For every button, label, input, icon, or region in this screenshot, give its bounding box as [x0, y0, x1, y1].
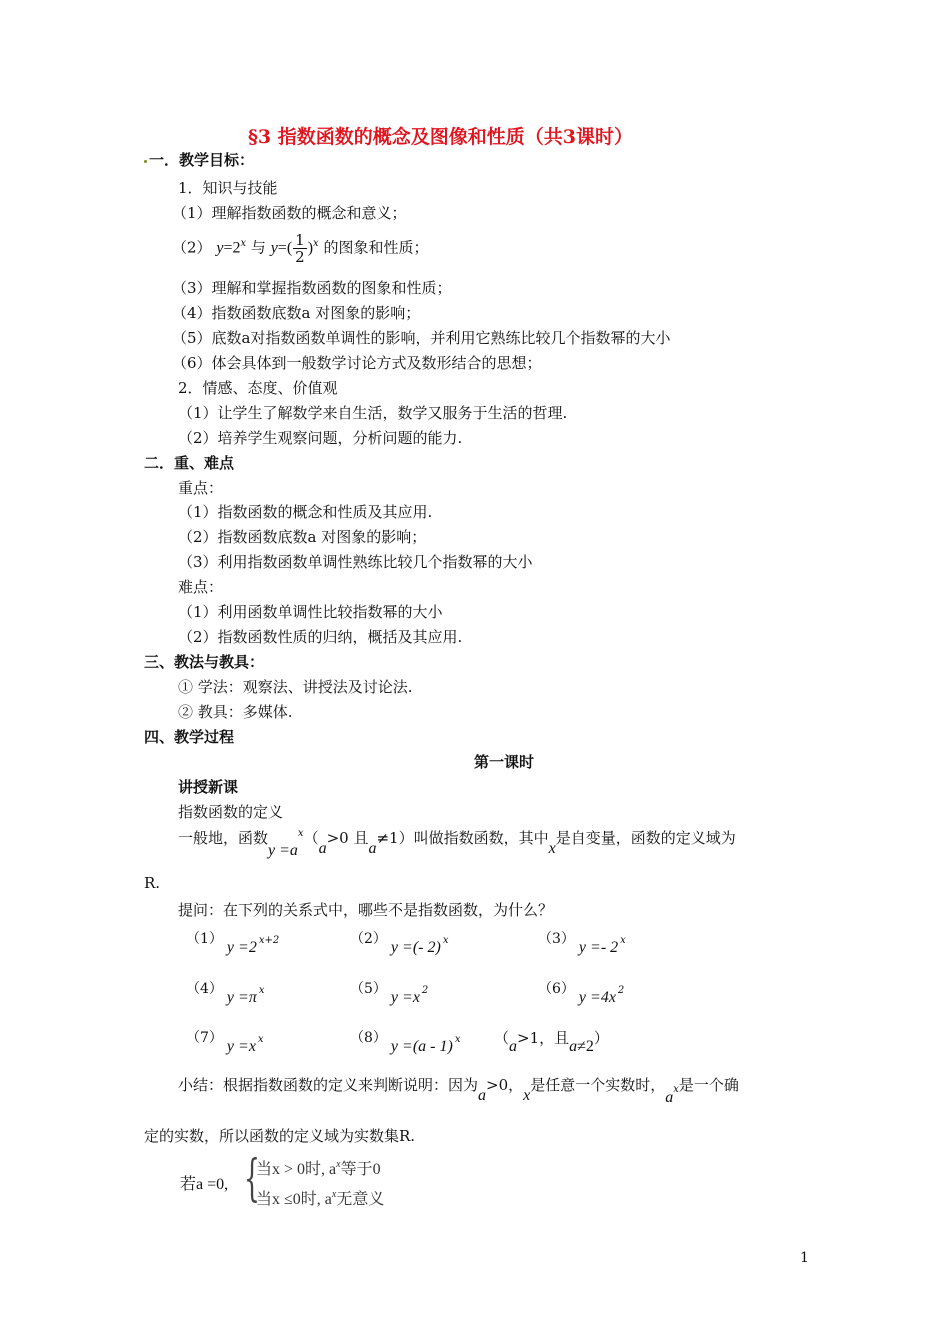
condition-note: （a>1，且a≠2）: [494, 1029, 609, 1055]
subsection-emotion-values: 2．情感、态度、价值观: [178, 379, 338, 397]
example-number: （7）: [186, 1030, 223, 1046]
function-example-5: [350, 978, 429, 1006]
objective-4: （4）指数函数底数a 对图象的影响；: [172, 304, 421, 322]
objective-5: （5）底数a对指数函数单调性的影响，并利用它熟练比较几个指数幂的大小: [172, 329, 671, 347]
example-number: （2）: [350, 931, 387, 947]
example-exponent: 2: [617, 985, 625, 996]
example-formula: y =4x: [578, 989, 616, 1006]
function-example-8: [350, 1027, 461, 1055]
example-formula: y =(a - 1): [390, 1038, 453, 1055]
method-2: ② 教具：多媒体.: [178, 703, 293, 721]
objective-1: （1）理解指数函数的概念和意义；: [172, 204, 407, 222]
fraction-one-half: $\frac{1}{2}$: [295, 231, 305, 266]
key-point-2: （2）指数函数底数a 对图象的影响；: [178, 528, 427, 546]
example-exponent: 2: [421, 985, 429, 996]
new-lesson-heading: 讲授新课: [178, 778, 239, 796]
function-example-3: [538, 928, 626, 956]
example-exponent: x: [454, 1034, 461, 1045]
piecewise-case-2: 当x ≤0时, $a^x$无意义: [256, 1189, 385, 1208]
function-example-4: [186, 978, 265, 1006]
key-points-label: 重点：: [178, 479, 224, 497]
example-exponent: x: [257, 1034, 264, 1045]
piecewise-lead: 若a =0,: [180, 1176, 229, 1193]
example-exponent: x+2: [258, 935, 280, 946]
example-exponent: x: [442, 935, 449, 946]
piecewise-case-1: 当x > 0时, $a^x$等于0: [256, 1159, 381, 1178]
page-number: 1: [800, 1250, 809, 1266]
summary-line-2: 定的实数，所以函数的定义域为实数集R.: [144, 1127, 416, 1145]
example-exponent: x: [258, 985, 265, 996]
objective-6: （6）体会具体到一般数学讨论方式及数形结合的思想；: [172, 354, 542, 372]
bullet-dot: [144, 160, 147, 163]
question-prompt: 提问：在下列的关系式中，哪些不是指数函数，为什么？: [178, 901, 554, 919]
emotion-goal-1: （1）让学生了解数学来自生活，数学又服务于生活的哲理.: [178, 404, 568, 422]
function-example-1: [186, 928, 280, 956]
subsection-knowledge-skills: 1．知识与技能: [178, 179, 278, 197]
function-example-6: [538, 978, 625, 1006]
emotion-goal-2: （2）培养学生观察问题，分析问题的能力.: [178, 429, 463, 447]
definition-domain-r: R.: [144, 874, 161, 892]
definition-title: 指数函数的定义: [178, 803, 284, 821]
method-1: ① 学法：观察法、讲授法及讨论法.: [178, 678, 413, 696]
lesson-heading: 第一课时: [474, 753, 535, 771]
difficulty-label: 难点：: [178, 578, 224, 596]
example-number: （3）: [538, 931, 575, 947]
section-1-heading: 一．教学目标：: [144, 149, 254, 170]
key-point-3: （3）利用指数函数单调性熟练比较几个指数幂的大小: [178, 553, 533, 571]
example-formula: y =x: [226, 1038, 256, 1055]
section-2-heading: 二．重、难点: [144, 454, 235, 472]
function-example-2: [350, 928, 449, 956]
section-4-heading: 四、教学过程: [144, 728, 235, 746]
example-formula: y =x: [390, 989, 420, 1006]
example-formula: y =2: [226, 939, 257, 956]
key-point-1: （1）指数函数的概念和性质及其应用.: [178, 503, 433, 521]
example-formula: y =- 2: [578, 939, 619, 956]
example-number: （8）: [350, 1030, 387, 1046]
example-exponent: x: [620, 935, 626, 946]
piecewise-brace: {: [243, 1149, 260, 1207]
example-formula: y =(- 2): [390, 939, 441, 956]
difficulty-1: （1）利用函数单调性比较指数幂的大小: [178, 603, 443, 621]
example-formula: y =π: [226, 989, 257, 1006]
page-title: §3 指数函数的概念及图像和性质（共3课时）: [248, 126, 633, 148]
objective-2: （2） $y=2^x$ 与 y=( $\frac{1}{2}$ )$^x$ 的图象和性质；: [172, 231, 429, 266]
example-number: （4）: [186, 981, 223, 997]
example-number: （1）: [186, 931, 223, 947]
difficulty-2: （2）指数函数性质的归纳，概括及其应用.: [178, 628, 463, 646]
objective-3: （3）理解和掌握指数函数的图象和性质；: [172, 279, 452, 297]
section-3-heading: 三、教法与教具：: [144, 653, 265, 671]
function-example-7: [186, 1027, 264, 1055]
example-number: （6）: [538, 981, 575, 997]
summary-line-1: 小结：根据指数函数的定义来判断说明：因为a>0，x是任意一个实数时，ax是一个确: [178, 1076, 739, 1106]
definition-sentence: 一般地，函数$y =a^x(a>0$ 且a≠1）叫做指数函数，其中x是自变量，函数的定义域为: [178, 828, 736, 859]
example-number: （5）: [350, 981, 387, 997]
